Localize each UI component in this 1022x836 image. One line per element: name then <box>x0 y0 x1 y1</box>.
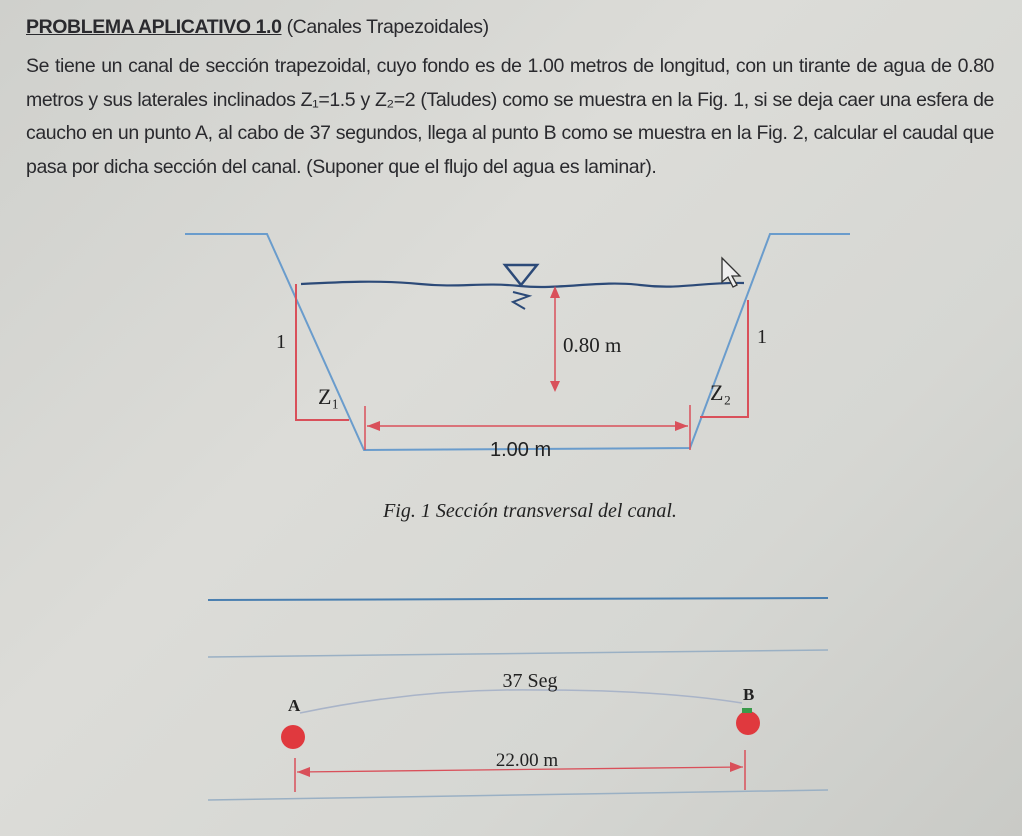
problem-title-bold: PROBLEMA APLICATIVO 1.0 <box>26 16 282 38</box>
bottom-width-label: 1.00 m <box>490 439 552 461</box>
problem-title-sub: (Canales Trapezoidales) <box>286 16 489 38</box>
problem-statement: Se tiene un canal de sección trapezoidal, cuyo fondo es de 1.00 metros de longitud, con un tirante de agua de 0.80 metros y sus laterales inclinados Z₁=1.5 y Z₂=2 (Taludes) como se muestra en la Fig. 1, si se deja caer una esfera de caucho en un punto A, al cabo de 37 segundos, llega al punto B como se muestra en la Fig. 2, calcular el caudal que pasa por dicha sección del canal. (Suponer que el flujo del agua es laminar). <box>26 55 994 178</box>
ball-b-marker <box>742 708 752 713</box>
left-rise-label: 1 <box>276 331 286 353</box>
point-b-label: B <box>743 685 755 704</box>
z2-label: Z₂ <box>710 380 732 405</box>
time-label: 37 Seg <box>502 670 558 692</box>
depth-dimension-arrow <box>550 286 560 392</box>
fig2-plan-view <box>208 598 828 800</box>
ball-b <box>736 711 760 735</box>
right-rise-label: 1 <box>757 326 767 348</box>
trajectory-arc <box>300 690 742 713</box>
fig1-caption: Fig. 1 Sección transversal del canal. <box>383 500 677 522</box>
depth-label: 0.80 m <box>563 333 622 357</box>
distance-label: 22.00 m <box>495 750 559 771</box>
ball-a <box>281 725 305 749</box>
fig1-channel-section <box>185 234 850 522</box>
point-a-label: A <box>288 696 301 715</box>
z1-label: Z₁ <box>318 384 340 409</box>
